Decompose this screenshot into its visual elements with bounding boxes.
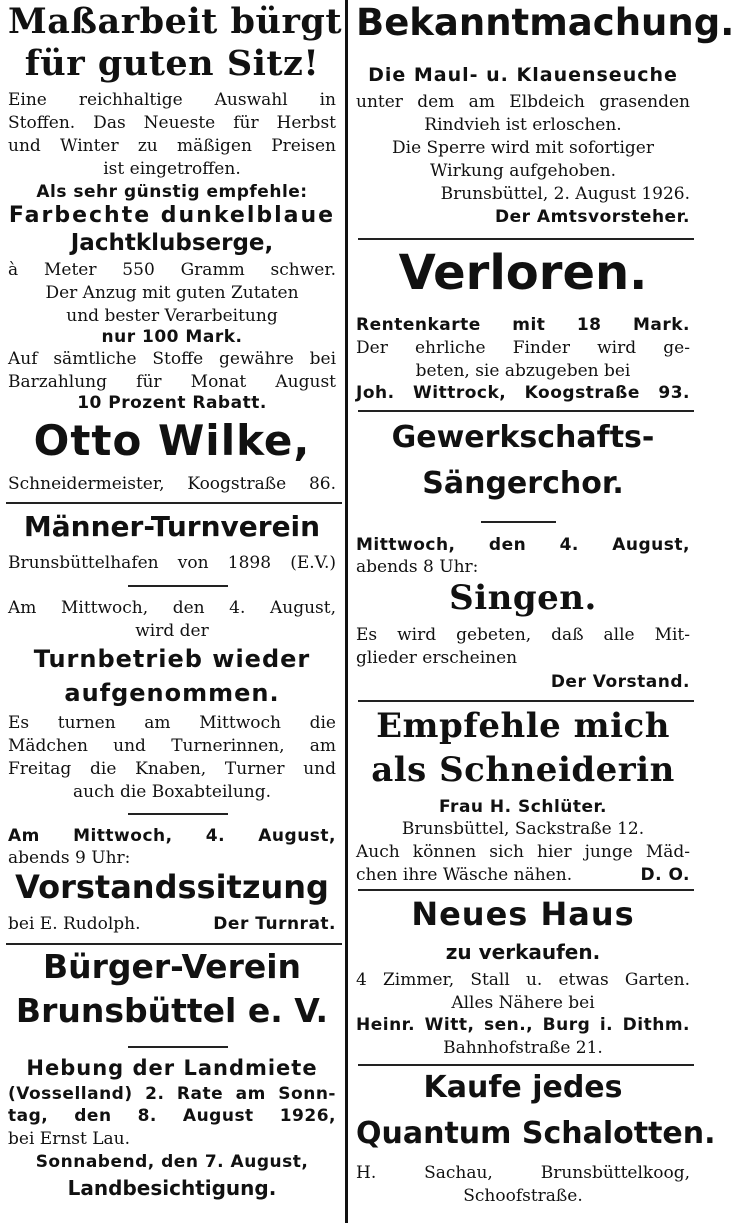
meeting-place: bei E. Rudolph. bbox=[8, 914, 141, 934]
ad-body-line: Es wird gebeten, daß alle Mit- bbox=[356, 625, 690, 645]
ad-body-line: Wirkung aufgehoben. bbox=[429, 161, 617, 181]
divider bbox=[358, 1064, 694, 1066]
ad-body-line: und Winter zu mäßigen Preisen bbox=[8, 136, 336, 156]
ad-body-line: Es turnen am Mittwoch die bbox=[8, 713, 336, 733]
signature: Otto Wilke, bbox=[33, 416, 311, 465]
ad-body-line: Stoffen. Das Neueste für Herbst bbox=[8, 113, 336, 133]
date-line: Am Mittwoch, den 4. August, bbox=[8, 598, 336, 618]
lost-item-ad bbox=[356, 241, 690, 406]
discount-line: Auf sämtliche Stoffe gewähre bei bbox=[8, 349, 336, 369]
date-line: Mittwoch, den 4. August, bbox=[356, 535, 690, 555]
initials: D. O. bbox=[640, 865, 690, 885]
ad-headline: Brunsbüttel e. V. bbox=[15, 991, 329, 1030]
ad-body-line: Alles Nähere bei bbox=[451, 993, 595, 1013]
ad-body-line: Eine reichhaltige Auswahl in bbox=[8, 90, 336, 110]
divider bbox=[6, 943, 342, 945]
short-divider bbox=[128, 585, 228, 587]
divider bbox=[358, 410, 694, 412]
date-line: abends 8 Uhr: bbox=[356, 557, 479, 577]
short-divider bbox=[481, 521, 556, 523]
event-line: tag, den 8. August 1926, bbox=[8, 1106, 336, 1126]
ad-headline: Gewerkschafts- bbox=[391, 420, 655, 455]
announcement: Turnbetrieb wieder bbox=[33, 645, 311, 673]
date-line: wird der bbox=[135, 621, 209, 641]
ad-headline: Empfehle mich bbox=[376, 706, 670, 746]
ad-headline: Bekanntmachung. bbox=[356, 1, 734, 44]
address: Brunsbüttel, Sackstraße 12. bbox=[401, 819, 645, 839]
seamstress-ad bbox=[356, 703, 690, 888]
ad-body-line: chen ihre Wäsche nähen. bbox=[356, 865, 573, 885]
official-notice-ad bbox=[356, 0, 734, 235]
ad-body-line: Auch können sich hier junge Mäd- bbox=[356, 842, 690, 862]
ad-headline: Bürger-Verein bbox=[42, 947, 302, 986]
meeting-date: abends 9 Uhr: bbox=[8, 848, 131, 868]
ad-body-line: Mädchen und Turnerinnen, am bbox=[8, 736, 336, 756]
divider bbox=[358, 700, 694, 702]
offer-title: Farbechte dunkelblaue bbox=[8, 203, 336, 228]
ad-body-line: Rindvieh ist erloschen. bbox=[424, 115, 622, 135]
address: Schneidermeister, Koogstraße 86. bbox=[8, 474, 336, 494]
ad-subhead: zu verkaufen. bbox=[445, 940, 601, 964]
ad-headline: Kaufe jedes bbox=[423, 1070, 623, 1105]
divider bbox=[358, 889, 694, 891]
offer-intro: Als sehr günstig empfehle: bbox=[36, 182, 308, 202]
short-divider bbox=[128, 813, 228, 815]
ad-body-line: Heinr. Witt, sen., Burg i. Dithm. bbox=[356, 1015, 690, 1035]
price: nur 100 Mark. bbox=[101, 327, 243, 347]
name: Frau H. Schlüter. bbox=[439, 797, 607, 817]
ad-body-line: Rentenkarte mit 18 Mark. bbox=[356, 315, 690, 335]
ad-headline: Verloren. bbox=[398, 245, 648, 301]
event-line: bei Ernst Lau. bbox=[8, 1129, 131, 1149]
ad-headline: als Schneiderin bbox=[371, 750, 675, 790]
ad-body-line: Joh. Wittrock, Koogstraße 93. bbox=[356, 383, 690, 403]
ad-body-line: auch die Boxabteilung. bbox=[72, 782, 272, 802]
meeting-signature: Der Turnrat. bbox=[213, 914, 336, 934]
ad-body-line: Freitag die Knaben, Turner und bbox=[8, 759, 336, 779]
signature: Der Amtsvorsteher. bbox=[494, 207, 690, 227]
ad-subhead: Die Maul- u. Klauenseuche bbox=[368, 64, 678, 86]
meeting-date: Am Mittwoch, 4. August, bbox=[8, 826, 336, 846]
announcement: aufgenommen. bbox=[64, 679, 280, 707]
tailor-ad-otto-wilke bbox=[8, 0, 343, 500]
choir-ad bbox=[356, 413, 690, 698]
ad-headline: Maßarbeit bürgt bbox=[8, 1, 343, 42]
offer-body-line: à Meter 550 Gramm schwer. bbox=[8, 260, 336, 280]
column-divider bbox=[345, 0, 348, 1223]
discount-line: Barzahlung für Monat August bbox=[8, 372, 336, 392]
ad-body-line: glieder erscheinen bbox=[356, 648, 518, 668]
event-title: Singen. bbox=[449, 578, 597, 618]
divider bbox=[358, 238, 694, 240]
citizens-association-ad bbox=[8, 946, 336, 1223]
ad-headline: Sängerchor. bbox=[422, 466, 624, 501]
ad-subhead: Brunsbüttelhafen von 1898 (E.V.) bbox=[8, 553, 336, 573]
ad-headline: Quantum Schalotten. bbox=[356, 1116, 716, 1151]
shallots-purchase-ad bbox=[356, 1067, 716, 1223]
meeting-title: Vorstandssitzung bbox=[15, 868, 329, 906]
offer-body-line: Der Anzug mit guten Zutaten bbox=[45, 283, 299, 303]
offer-body-line: und bester Verarbeitung bbox=[66, 306, 278, 326]
house-for-sale-ad bbox=[356, 892, 690, 1062]
ad-body-line: 4 Zimmer, Stall u. etwas Garten. bbox=[356, 970, 690, 990]
event-line: (Vosselland) 2. Rate am Sonn- bbox=[8, 1084, 336, 1104]
place-date: Brunsbüttel, 2. August 1926. bbox=[440, 184, 690, 204]
ad-body-line: unter dem am Elbdeich grasenden bbox=[356, 92, 690, 112]
ad-headline: Neues Haus bbox=[411, 895, 635, 933]
offer-title: Jachtklubserge, bbox=[70, 230, 274, 256]
signature: Der Vorstand. bbox=[550, 672, 690, 692]
ad-headline: für guten Sitz! bbox=[24, 43, 320, 84]
short-divider bbox=[128, 1046, 228, 1048]
ad-body-line: Bahnhofstraße 21. bbox=[443, 1038, 603, 1058]
ad-body-line: ist eingetroffen. bbox=[103, 159, 241, 179]
ad-body-line: Schoofstraße. bbox=[463, 1186, 583, 1206]
discount-line: 10 Prozent Rabatt. bbox=[77, 393, 267, 413]
event-title: Hebung der Landmiete bbox=[26, 1056, 318, 1080]
ad-body-line: Der ehrliche Finder wird ge- bbox=[356, 338, 690, 358]
divider bbox=[6, 502, 342, 504]
ad-headline: Männer-Turnverein bbox=[23, 510, 321, 543]
gymnastics-club-ad bbox=[8, 505, 336, 940]
ad-body-line: Die Sperre wird mit sofortiger bbox=[392, 138, 654, 158]
event-footer: Landbesichtigung. bbox=[67, 1176, 277, 1200]
ad-body-line: beten, sie abzugeben bei bbox=[415, 361, 631, 381]
ad-body-line: H. Sachau, Brunsbüttelkoog, bbox=[356, 1163, 690, 1183]
event-footer: Sonnabend, den 7. August, bbox=[35, 1152, 309, 1172]
